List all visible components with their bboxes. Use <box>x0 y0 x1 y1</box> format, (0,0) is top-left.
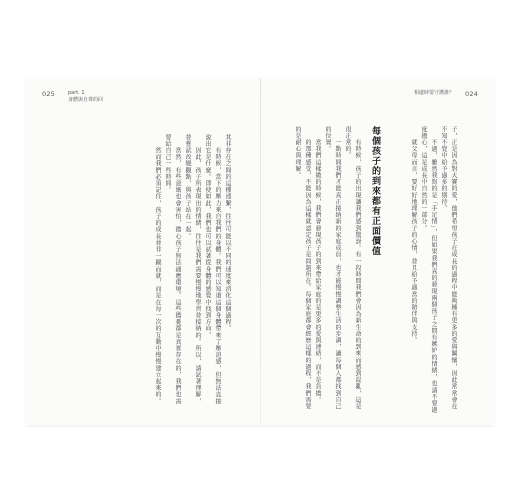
left-body: 其非存在之間的這種連繫，往往可能以不同的速度來消化這個過程。 有時候，當下的壓力來自我們的身體。我們可以知道這個身體帶來了壓迫感，但無法直接說出它是什麼。即使如此，我們也可以試著從身體的感覺中找到方向。 因此，孩子所表現出的情緒，往往是我們需要慢慢地學習並接納的。所以，請試著理解，並嘗試改變觀點，與孩子站在一起。 當然，有些爸媽也會害怕，擔心孩子無法適應環境。這些擔憂都是真實存在的，我們也需要給自己一些時間。 然而我們必須記住，孩子的成長並非一蹴而就，而是在每一次的互動中慢慢建立起來的。 <box>154 134 231 405</box>
book-spread <box>26 78 494 425</box>
left-page-number: 025 <box>42 90 56 98</box>
right-body-top: 子，正是因為對大寶的愛，他們希望孩子在成長的過程中能夠擁有更多的愛與關懷，因此常常會在不知不覺中給予過多的期待。 不過，雖然我寫的是「手足情」，但如果我們真的發現兩個孩子之間有嫉妒的情緒，也請不要過度擔心，這是成長中自然的一部分。 就父母而言，要好好地理解孩子的心情，並且給予適當的陪伴與支持。 <box>410 126 457 414</box>
part-label: part. 1 <box>68 90 85 96</box>
right-body-bottom: 有時候，孩子的出現讓我們感到驚訝。有一段時間我們會因為新生命的到來而感到混亂，這是很正常的。 一點時間我們才能真正接納新的家庭成員，也才能慢慢調整生活的步調，讓每個人都找到自己的位置。 當我們這樣做的時候，我們會發現孩子的到來帶給家庭的是更多的愛與連結，而不是負擔。 的那種感受，不能因為這樣就認定孩子是問題所在。每個家庭都會經歷這樣的過程，我們需要的是耐心與理解。 <box>294 126 361 410</box>
section-heading: 每個孩子的到來都有正面價值 <box>370 126 380 256</box>
left-running-header <box>68 90 103 104</box>
right-running-header: 相處時要守護誰？ <box>413 90 454 96</box>
book-gutter <box>260 78 261 425</box>
right-page-number: 024 <box>464 90 478 98</box>
part-subtitle: 身體與自尊的回 <box>68 97 104 103</box>
